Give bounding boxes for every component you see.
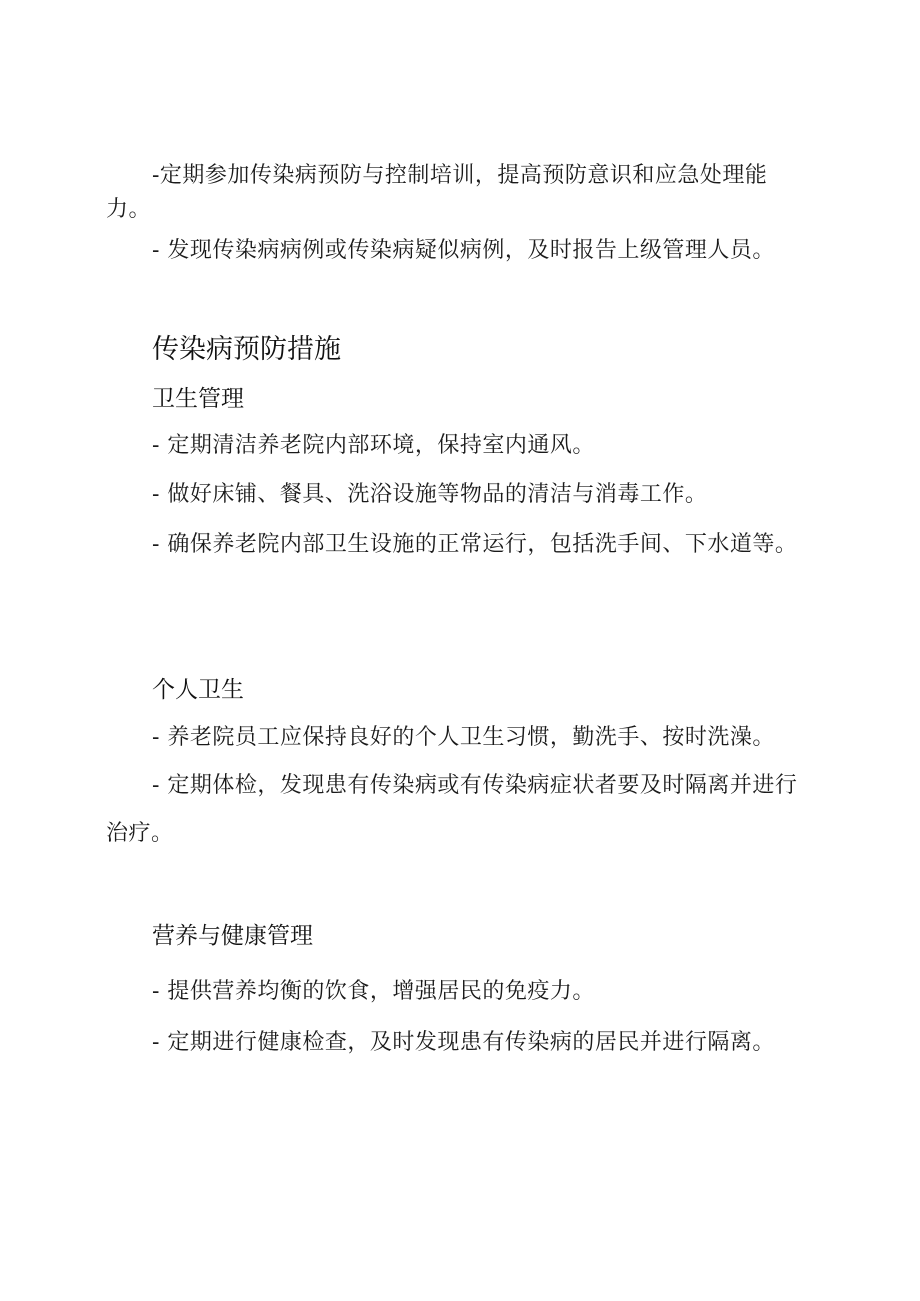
hygiene-item-facilities: - 确保养老院内部卫生设施的正常运行，包括洗手间、下水道等。 [152, 532, 798, 557]
nutrition-title: 营养与健康管理 [152, 923, 313, 949]
intro-item-training: -定期参加传染病预防与控制培训，提高预防意识和应急处理能力。 [106, 163, 768, 222]
personal-title: 个人卫生 [152, 677, 244, 703]
intro-item-report: - 发现传染病病例或传染病疑似病例，及时报告上级管理人员。 [152, 238, 775, 263]
section-title: 传染病预防措施 [152, 334, 341, 365]
personal-item-checkup: - 定期体检，发现患有传染病或有传染病症状者要及时隔离并进行治疗。 [106, 773, 798, 846]
personal-item-habits: - 养老院员工应保持良好的个人卫生习惯，勤洗手、按时洗澡。 [152, 725, 775, 750]
hygiene-item-cleaning: - 定期清洁养老院内部环境，保持室内通风。 [152, 433, 595, 458]
nutrition-item-health-check: - 定期进行健康检查，及时发现患有传染病的居民并进行隔离。 [152, 1030, 775, 1055]
nutrition-item-diet: - 提供营养均衡的饮食，增强居民的免疫力。 [152, 979, 595, 1004]
hygiene-item-disinfection: - 做好床铺、餐具、洗浴设施等物品的清洁与消毒工作。 [152, 482, 708, 507]
hygiene-title: 卫生管理 [152, 386, 244, 412]
